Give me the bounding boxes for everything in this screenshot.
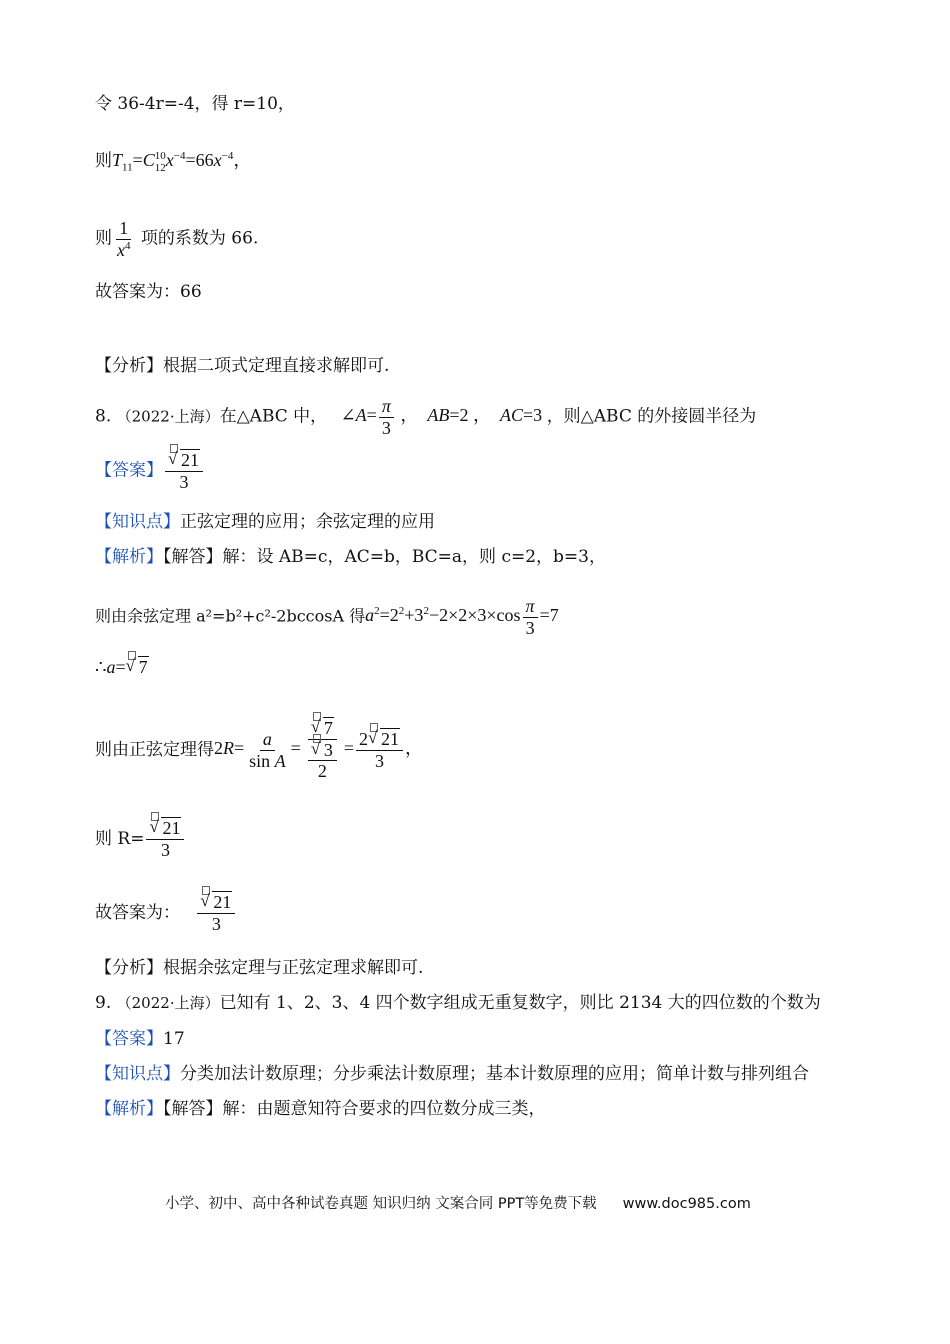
analysis-tag: 【分析】: [95, 356, 163, 376]
footer-site-link[interactable]: www.doc985.com: [622, 1196, 751, 1212]
given-conditions: ∠A= $\frac{\pi}{3}$ ， AB=2 ， AC=3: [340, 396, 547, 438]
question-stem: 已知有 1、2、3、4 四个数字组成无重复数字，则比 2134 大的四位数的个数为: [219, 993, 821, 1013]
answer-value: 17: [163, 1029, 185, 1049]
q8-sine-step: [95, 718, 423, 782]
r-prefix: 则 R=: [95, 828, 145, 849]
summary-text: 根据余弦定理与正弦定理求解即可.: [163, 958, 424, 978]
analysis-text: 【解答】解：设 AB=c，AC=b，BC=a，则 c=2，b=3，: [163, 547, 606, 567]
q8-stem: [95, 396, 756, 438]
text-prefix: 则: [95, 228, 112, 249]
footer-text: 小学、初中、高中各种试卷真题 知识归纳 文案合同 PPT等免费下载: [165, 1196, 597, 1212]
q9-answer: [95, 1029, 185, 1049]
q8-cosine-step: [95, 596, 559, 638]
q8-final: [95, 892, 237, 934]
solution-line-4: 故答案为：66: [95, 282, 202, 302]
solution-line-2: [95, 150, 251, 175]
solution-line-1: 令 36-4r=-4，得 r=10，: [95, 94, 295, 114]
analysis-text: 根据二项式定理直接求解即可.: [163, 356, 390, 376]
final-prefix: 故答案为：: [95, 902, 180, 923]
q7-analysis: [95, 356, 389, 376]
q9-knowledge: [95, 1064, 809, 1084]
q8-answer: [95, 450, 205, 492]
analysis-tag: 【解析】: [95, 547, 163, 567]
q9-analysis: [95, 1099, 546, 1119]
final-fraction: √ 21 3: [197, 892, 235, 934]
answer-fraction: √ 21 3: [165, 450, 203, 492]
r-fraction: √ 21 3: [146, 818, 184, 860]
q9-stem: [95, 993, 821, 1013]
analysis-text: 【解答】解：由题意知符合要求的四位数分成三类，: [163, 1099, 546, 1119]
knowledge-text: 正弦定理的应用；余弦定理的应用: [180, 512, 435, 532]
summary-tag: 【分析】: [95, 958, 163, 978]
sine-formula: 2R= $\frac{a}{\text{sin A}}$ = √ 7 √ 3 2 = 2 √ 21 3 ，: [214, 738, 423, 758]
page-footer: [165, 1192, 751, 1213]
solution-line-3: [95, 218, 258, 260]
answer-tag: 【答案】: [95, 460, 163, 481]
q8-a-value: ∴a= √ 7: [95, 657, 149, 679]
sine-prefix: 则由正弦定理得: [95, 739, 214, 760]
question-number: 9.: [95, 993, 112, 1013]
question-number: 8.: [95, 406, 112, 427]
reciprocal-x4-fraction: $\frac{1}{x^4}$: [117, 218, 131, 260]
cosine-prefix: 则由余弦定理 a²=b²+c²-2bccosA 得: [95, 606, 366, 626]
q8-analysis: [95, 547, 606, 567]
binomial-term-formula: $T_{11}=C$ 10 12 $x^{-4}=66x^{-4}$，: [112, 150, 252, 175]
question-stem-part: 在△ABC 中，: [219, 406, 328, 427]
q8-knowledge: [95, 512, 435, 532]
q8-summary: [95, 958, 423, 978]
text-prefix: 则: [95, 151, 112, 172]
q8-r-value: [95, 818, 186, 860]
question-source: （2022·上海）: [116, 994, 220, 1012]
question-stem-part: ，则△ABC 的外接圆半径为: [546, 406, 757, 427]
text-suffix: 项的系数为 66.: [140, 228, 259, 249]
knowledge-tag: 【知识点】: [95, 512, 180, 532]
question-source: （2022·上海）: [116, 407, 220, 426]
answer-tag: 【答案】: [95, 1029, 163, 1049]
cosine-formula: $a^2=2^2+3^2-2\times 2\times 3\times\cos$ $\frac{\pi}{3}$ =7: [365, 596, 559, 638]
knowledge-text: 分类加法计数原理；分步乘法计数原理；基本计数原理的应用；简单计数与排列组合: [180, 1064, 809, 1084]
analysis-tag: 【解析】: [95, 1099, 163, 1119]
knowledge-tag: 【知识点】: [95, 1064, 180, 1084]
